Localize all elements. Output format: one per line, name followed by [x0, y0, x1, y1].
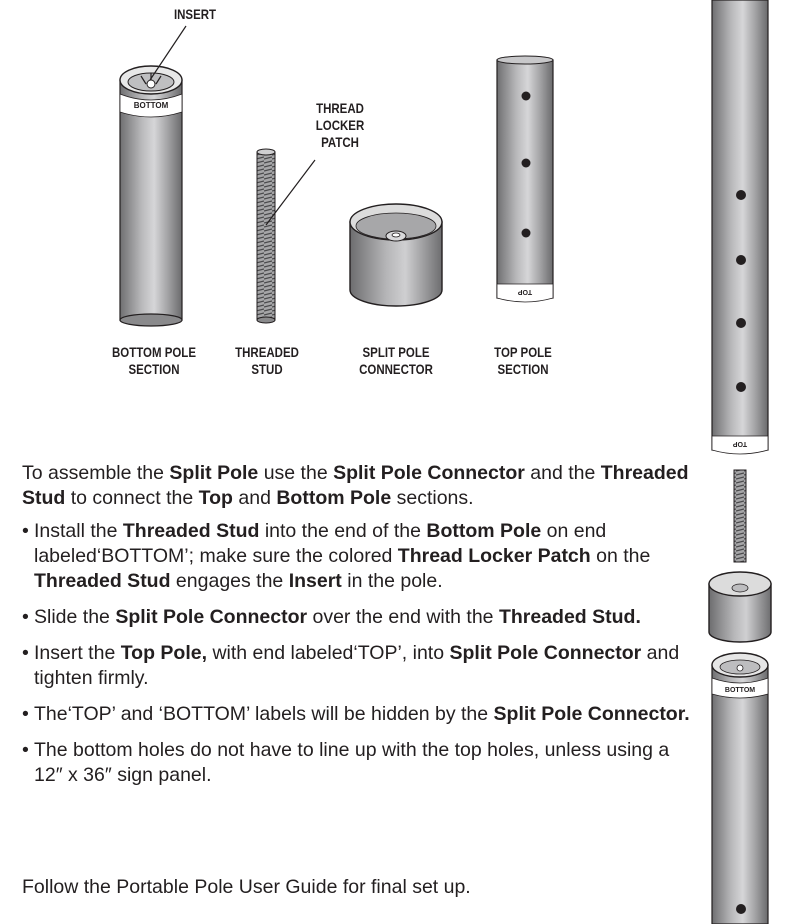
- assembled-top-label: TOP: [732, 440, 748, 447]
- part-label-line: TOP POLE: [494, 344, 552, 360]
- body-text: Install the: [34, 520, 123, 542]
- footer-note: Follow the Portable Pole User Guide for final set up.: [22, 876, 471, 898]
- thread-locker-line-3: PATCH: [321, 134, 359, 150]
- part-label-bottom-pole: [106, 344, 201, 378]
- instruction-step: [22, 519, 702, 594]
- body-text: into the end of the: [259, 520, 427, 542]
- instruction-step: [22, 605, 702, 630]
- emphasis-text: Insert: [288, 570, 342, 592]
- top-label-on-pole: TOP: [517, 288, 533, 295]
- emphasis-text: Top: [198, 487, 233, 509]
- emphasis-text: Threaded Stud.: [498, 606, 641, 628]
- top-pole-section: [497, 56, 553, 302]
- insert-callout: INSERT: [173, 6, 217, 22]
- body-text: and: [232, 487, 277, 509]
- emphasis-text: Bottom Pole: [276, 487, 392, 509]
- instruction-list: [22, 519, 702, 788]
- body-text: on end labeled‘BOTTOM’; make sure the colored: [34, 520, 607, 567]
- instruction-step: [22, 738, 702, 788]
- emphasis-text: Threaded Stud: [22, 462, 689, 509]
- body-text: The bottom holes do not have to line up with the top holes, unless using a 12″ x 36″ sign panel.: [34, 739, 670, 786]
- part-label-top-pole: [480, 344, 567, 378]
- part-label-line: SECTION: [128, 361, 180, 377]
- emphasis-text: Split Pole Connector: [115, 606, 308, 628]
- emphasis-text: Split Pole Connector: [333, 462, 525, 484]
- body-text: and tighten firmly.: [34, 642, 680, 689]
- assembled-bottom-label: BOTTOM: [724, 687, 756, 694]
- body-text: with end labeled‘TOP’, into: [207, 642, 450, 664]
- emphasis-text: Split Pole Connector.: [493, 703, 690, 725]
- body-text: on the: [590, 545, 651, 567]
- emphasis-text: Bottom Pole: [426, 520, 542, 542]
- assembly-instructions: [22, 461, 702, 799]
- emphasis-text: Split Pole Connector: [449, 642, 642, 664]
- instruction-step: [22, 641, 702, 691]
- intro-paragraph: [22, 461, 702, 511]
- bottom-label-on-pole: BOTTOM: [133, 101, 169, 110]
- instruction-step: [22, 702, 702, 727]
- assembled-top-pole: [712, 0, 768, 454]
- part-label-line: CONNECTOR: [359, 361, 433, 377]
- part-label-threaded-stud: [228, 344, 305, 378]
- assembled-threaded-stud: [734, 470, 746, 562]
- body-text: To assemble the: [22, 462, 170, 484]
- thread-locker-line-1: THREAD: [316, 100, 364, 116]
- body-text: and the: [524, 462, 601, 484]
- body-text: over the end with the: [307, 606, 499, 628]
- body-text: sections.: [391, 487, 474, 509]
- part-label-line: BOTTOM POLE: [112, 344, 196, 360]
- threaded-stud: [257, 149, 275, 323]
- part-label-line: SECTION: [497, 361, 549, 377]
- body-text: engages the: [170, 570, 289, 592]
- part-label-line: THREADED: [235, 344, 299, 360]
- emphasis-text: Thread Locker Patch: [397, 545, 591, 567]
- part-label-line: STUD: [251, 361, 283, 377]
- emphasis-text: Threaded Stud: [34, 570, 171, 592]
- part-label-line: SPLIT POLE: [362, 344, 430, 360]
- body-text: Slide the: [34, 606, 116, 628]
- emphasis-text: Top Pole,: [120, 642, 208, 664]
- assembled-connector: [709, 572, 771, 642]
- thread-locker-line-2: LOCKER: [315, 117, 365, 133]
- body-text: The‘TOP’ and ‘BOTTOM’ labels will be hidden by the: [34, 703, 494, 725]
- thread-locker-callout: [307, 100, 373, 151]
- body-text: to connect the: [65, 487, 199, 509]
- emphasis-text: Split Pole: [169, 462, 259, 484]
- body-text: use the: [258, 462, 334, 484]
- split-pole-connector: [350, 204, 442, 306]
- body-text: Insert the: [34, 642, 121, 664]
- body-text: in the pole.: [341, 570, 443, 592]
- emphasis-text: Threaded Stud: [122, 520, 260, 542]
- part-label-split-pole-connector: [347, 344, 445, 378]
